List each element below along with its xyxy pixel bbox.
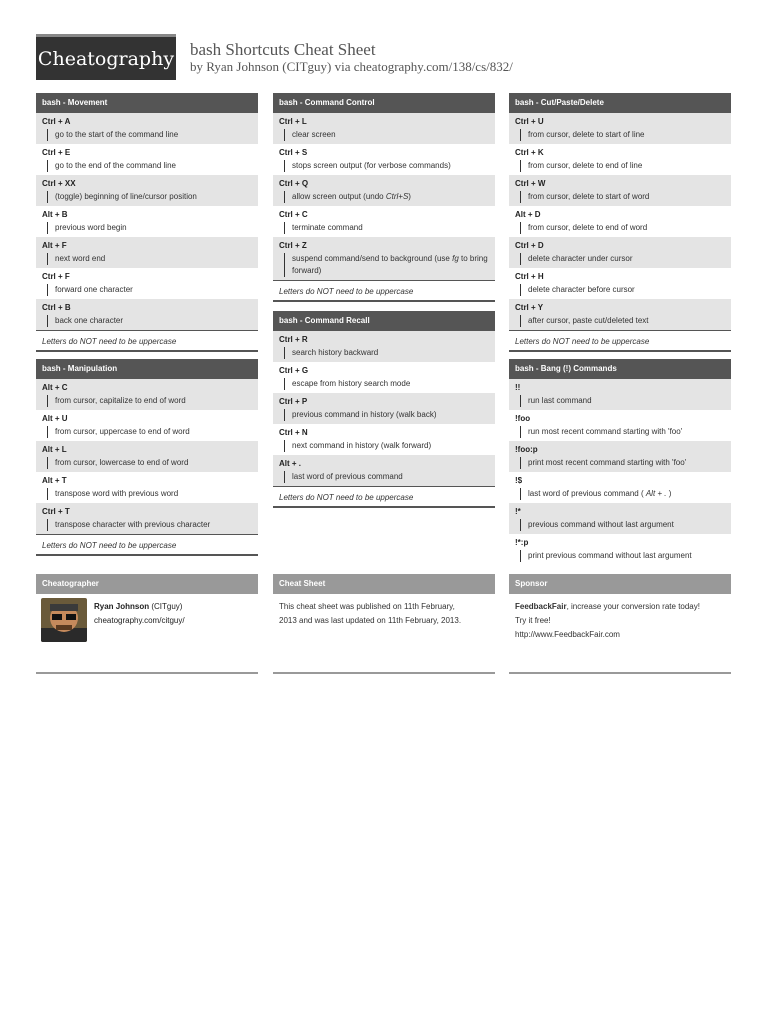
divider bbox=[509, 350, 731, 352]
box-title: Cheatographer bbox=[36, 574, 258, 594]
shortcut-description bbox=[520, 129, 725, 141]
shortcut-row bbox=[509, 268, 731, 299]
sponsor-url[interactable]: http://www.FeedbackFair.com bbox=[515, 630, 620, 639]
author-link[interactable]: cheatography.com/citguy/ bbox=[94, 616, 185, 625]
shortcut-key: Alt + T bbox=[42, 476, 67, 485]
box-title: bash - Manipulation bbox=[36, 359, 258, 379]
box-note: Letters do NOT need to be uppercase bbox=[273, 486, 495, 506]
shortcut-row bbox=[509, 441, 731, 472]
shortcut-row bbox=[273, 331, 495, 362]
description-text: go to the end of the command line bbox=[55, 161, 176, 170]
description-emphasis: Alt + . bbox=[645, 489, 667, 498]
shortcut-key: Ctrl + P bbox=[279, 397, 308, 406]
divider bbox=[273, 300, 495, 302]
box-title: Sponsor bbox=[509, 574, 731, 594]
description-text: from cursor, lowercase to end of word bbox=[55, 458, 189, 467]
shortcut-row bbox=[36, 410, 258, 441]
shortcut-row bbox=[273, 144, 495, 175]
shortcut-key: Ctrl + G bbox=[279, 366, 309, 375]
shortcut-row bbox=[509, 113, 731, 144]
shortcut-description bbox=[284, 129, 489, 141]
shortcut-row bbox=[36, 237, 258, 268]
description-text: run last command bbox=[528, 396, 592, 405]
shortcut-description bbox=[520, 550, 725, 562]
shortcut-description bbox=[520, 253, 725, 265]
shortcut-description bbox=[284, 378, 489, 390]
description-text: previous word begin bbox=[55, 223, 127, 232]
description-text: suspend command/send to background (use bbox=[292, 254, 453, 263]
publish-info-line-2: 2013 and was last updated on 11th February, 2013. bbox=[279, 616, 462, 625]
shortcut-description bbox=[47, 284, 252, 296]
shortcut-key: Alt + D bbox=[515, 210, 541, 219]
shortcut-key: Alt + C bbox=[42, 383, 68, 392]
shortcut-row bbox=[273, 424, 495, 455]
shortcut-key: Ctrl + N bbox=[279, 428, 308, 437]
description-text: next command in history (walk forward) bbox=[292, 441, 432, 450]
divider bbox=[36, 350, 258, 352]
shortcut-key: Alt + L bbox=[42, 445, 67, 454]
box-title: bash - Movement bbox=[36, 93, 258, 113]
shortcut-row bbox=[509, 534, 731, 565]
shortcut-description bbox=[284, 160, 489, 172]
shortcut-row bbox=[509, 503, 731, 534]
shortcut-description bbox=[284, 222, 489, 234]
description-text-tail: to bring forward) bbox=[292, 254, 488, 275]
shortcut-key: !* bbox=[515, 507, 521, 516]
shortcut-row bbox=[509, 299, 731, 330]
divider bbox=[509, 672, 731, 674]
description-text: from cursor, delete to end of line bbox=[528, 161, 643, 170]
shortcut-description bbox=[520, 284, 725, 296]
description-text: after cursor, paste cut/deleted text bbox=[528, 316, 649, 325]
shortcut-key: Ctrl + H bbox=[515, 272, 544, 281]
shortcut-key: Ctrl + K bbox=[515, 148, 544, 157]
box-note: Letters do NOT need to be uppercase bbox=[36, 330, 258, 350]
description-text: print previous command without last argument bbox=[528, 551, 692, 560]
publish-info-line-1: This cheat sheet was published on 11th February, bbox=[279, 602, 455, 611]
box-command-recall bbox=[273, 311, 495, 508]
box-title: Cheat Sheet bbox=[273, 574, 495, 594]
shortcut-description bbox=[520, 191, 725, 203]
sponsor-brand[interactable]: FeedbackFair bbox=[515, 602, 567, 611]
description-text: from cursor, delete to start of word bbox=[528, 192, 650, 201]
description-text: clear screen bbox=[292, 130, 336, 139]
shortcut-row bbox=[509, 206, 731, 237]
shortcut-description bbox=[284, 347, 489, 359]
shortcut-key: Ctrl + U bbox=[515, 117, 544, 126]
shortcut-description bbox=[47, 488, 252, 500]
divider bbox=[273, 672, 495, 674]
shortcut-description bbox=[520, 426, 725, 438]
box-title: bash - Command Control bbox=[273, 93, 495, 113]
box-manipulation bbox=[36, 359, 258, 556]
shortcut-description bbox=[47, 426, 252, 438]
shortcut-key: Ctrl + A bbox=[42, 117, 71, 126]
box-cheat-sheet-info bbox=[273, 574, 495, 674]
shortcut-description bbox=[520, 315, 725, 327]
description-text: from cursor, uppercase to end of word bbox=[55, 427, 190, 436]
shortcut-description bbox=[520, 457, 725, 469]
shortcut-key: Ctrl + D bbox=[515, 241, 544, 250]
description-text: stops screen output (for verbose commands) bbox=[292, 161, 451, 170]
shortcut-description bbox=[520, 519, 725, 531]
shortcut-key: !foo:p bbox=[515, 445, 538, 454]
shortcut-description bbox=[47, 519, 252, 531]
description-text: forward one character bbox=[55, 285, 133, 294]
shortcut-row bbox=[36, 503, 258, 534]
shortcut-row bbox=[273, 362, 495, 393]
shortcut-key: Alt + . bbox=[279, 459, 302, 468]
shortcut-row bbox=[36, 441, 258, 472]
sponsor-cta: Try it free! bbox=[515, 616, 551, 625]
author-name: Ryan Johnson bbox=[94, 602, 150, 611]
shortcut-row bbox=[509, 472, 731, 503]
shortcut-key: Ctrl + E bbox=[42, 148, 71, 157]
shortcut-row bbox=[273, 175, 495, 206]
shortcut-key: Ctrl + S bbox=[279, 148, 308, 157]
box-sponsor bbox=[509, 574, 731, 674]
shortcut-description bbox=[47, 191, 252, 203]
shortcut-key: Ctrl + C bbox=[279, 210, 308, 219]
description-emphasis: Ctrl+S bbox=[385, 192, 409, 201]
shortcut-row bbox=[36, 379, 258, 410]
shortcut-description bbox=[284, 191, 489, 203]
shortcut-key: !! bbox=[515, 383, 521, 392]
byline[interactable]: by Ryan Johnson (CITguy) via cheatography.com/138/cs/832/ bbox=[190, 59, 513, 74]
shortcut-description bbox=[47, 222, 252, 234]
shortcut-row bbox=[509, 410, 731, 441]
description-text: previous command without last argument bbox=[528, 520, 674, 529]
shortcut-description bbox=[520, 395, 725, 407]
shortcut-row bbox=[36, 175, 258, 206]
shortcut-row bbox=[509, 379, 731, 410]
shortcut-description bbox=[47, 315, 252, 327]
shortcut-row bbox=[509, 237, 731, 268]
box-cheatographer bbox=[36, 574, 258, 674]
shortcut-description bbox=[47, 253, 252, 265]
box-note: Letters do NOT need to be uppercase bbox=[509, 330, 731, 350]
sponsor-text: , increase your conversion rate today! bbox=[566, 602, 700, 611]
shortcut-key: Ctrl + F bbox=[42, 272, 70, 281]
shortcut-key: Ctrl + W bbox=[515, 179, 546, 188]
shortcut-row bbox=[273, 455, 495, 486]
description-text: back one character bbox=[55, 316, 124, 325]
description-text: (toggle) beginning of line/cursor position bbox=[55, 192, 197, 201]
shortcut-description bbox=[284, 440, 489, 452]
description-text: previous command in history (walk back) bbox=[292, 410, 437, 419]
description-text: terminate command bbox=[292, 223, 363, 232]
box-bang-commands bbox=[509, 359, 731, 565]
shortcut-row bbox=[36, 113, 258, 144]
box-cut-paste-delete bbox=[509, 93, 731, 352]
shortcut-row bbox=[273, 113, 495, 144]
divider bbox=[36, 672, 258, 674]
shortcut-description bbox=[284, 253, 489, 277]
description-text: last word of previous command ( bbox=[528, 489, 646, 498]
shortcut-description bbox=[284, 409, 489, 421]
shortcut-key: Alt + U bbox=[42, 414, 68, 423]
description-text: from cursor, delete to start of line bbox=[528, 130, 645, 139]
shortcut-description bbox=[520, 160, 725, 172]
shortcut-key: Ctrl + T bbox=[42, 507, 70, 516]
shortcut-description bbox=[47, 395, 252, 407]
description-text: next word end bbox=[55, 254, 106, 263]
shortcut-row bbox=[273, 237, 495, 280]
description-text: print most recent command starting with 'foo' bbox=[528, 458, 687, 467]
description-text: go to the start of the command line bbox=[55, 130, 179, 139]
shortcut-row bbox=[509, 144, 731, 175]
shortcut-description bbox=[47, 457, 252, 469]
shortcut-key: Ctrl + Y bbox=[515, 303, 544, 312]
description-text: delete character before cursor bbox=[528, 285, 635, 294]
shortcut-description bbox=[520, 488, 725, 500]
description-text: transpose word with previous word bbox=[55, 489, 179, 498]
shortcut-row bbox=[36, 268, 258, 299]
shortcut-row bbox=[509, 175, 731, 206]
box-movement bbox=[36, 93, 258, 352]
shortcut-row bbox=[273, 206, 495, 237]
description-emphasis: fg bbox=[452, 254, 459, 263]
shortcut-key: Ctrl + Z bbox=[279, 241, 307, 250]
page-title: bash Shortcuts Cheat Sheet bbox=[190, 40, 376, 59]
shortcut-key: !foo bbox=[515, 414, 531, 423]
shortcut-key: Alt + F bbox=[42, 241, 67, 250]
box-command-control bbox=[273, 93, 495, 302]
shortcut-row bbox=[36, 206, 258, 237]
shortcut-key: !*:p bbox=[515, 538, 529, 547]
shortcut-key: Ctrl + XX bbox=[42, 179, 76, 188]
shortcut-key: Ctrl + L bbox=[279, 117, 307, 126]
description-text: escape from history search mode bbox=[292, 379, 411, 388]
description-text-tail: ) bbox=[408, 192, 411, 201]
description-text: transpose character with previous character bbox=[55, 520, 211, 529]
box-note: Letters do NOT need to be uppercase bbox=[36, 534, 258, 554]
box-title: bash - Bang (!) Commands bbox=[509, 359, 731, 379]
divider bbox=[273, 506, 495, 508]
description-text: delete character under cursor bbox=[528, 254, 633, 263]
shortcut-key: Ctrl + Q bbox=[279, 179, 309, 188]
description-text-tail: ) bbox=[666, 489, 672, 498]
box-title: bash - Cut/Paste/Delete bbox=[509, 93, 731, 113]
shortcut-description bbox=[47, 160, 252, 172]
description-text: from cursor, delete to end of word bbox=[528, 223, 648, 232]
description-text: last word of previous command bbox=[292, 472, 403, 481]
box-note: Letters do NOT need to be uppercase bbox=[273, 280, 495, 300]
shortcut-description bbox=[47, 129, 252, 141]
shortcut-key: Ctrl + R bbox=[279, 335, 308, 344]
shortcut-row bbox=[36, 472, 258, 503]
divider bbox=[36, 554, 258, 556]
shortcut-row bbox=[36, 299, 258, 330]
avatar bbox=[41, 598, 87, 642]
description-text: run most recent command starting with 'foo' bbox=[528, 427, 683, 436]
shortcut-key: Ctrl + B bbox=[42, 303, 71, 312]
cheatography-logo[interactable]: Cheatography bbox=[36, 34, 176, 80]
box-title: bash - Command Recall bbox=[273, 311, 495, 331]
shortcut-key: Alt + B bbox=[42, 210, 68, 219]
description-text: from cursor, capitalize to end of word bbox=[55, 396, 186, 405]
author-handle: (CITguy) bbox=[149, 602, 183, 611]
description-text: search history backward bbox=[292, 348, 379, 357]
shortcut-description bbox=[520, 222, 725, 234]
shortcut-row bbox=[36, 144, 258, 175]
shortcut-description bbox=[284, 471, 489, 483]
shortcut-key: !$ bbox=[515, 476, 523, 485]
description-text: allow screen output (undo bbox=[292, 192, 386, 201]
shortcut-row bbox=[273, 393, 495, 424]
